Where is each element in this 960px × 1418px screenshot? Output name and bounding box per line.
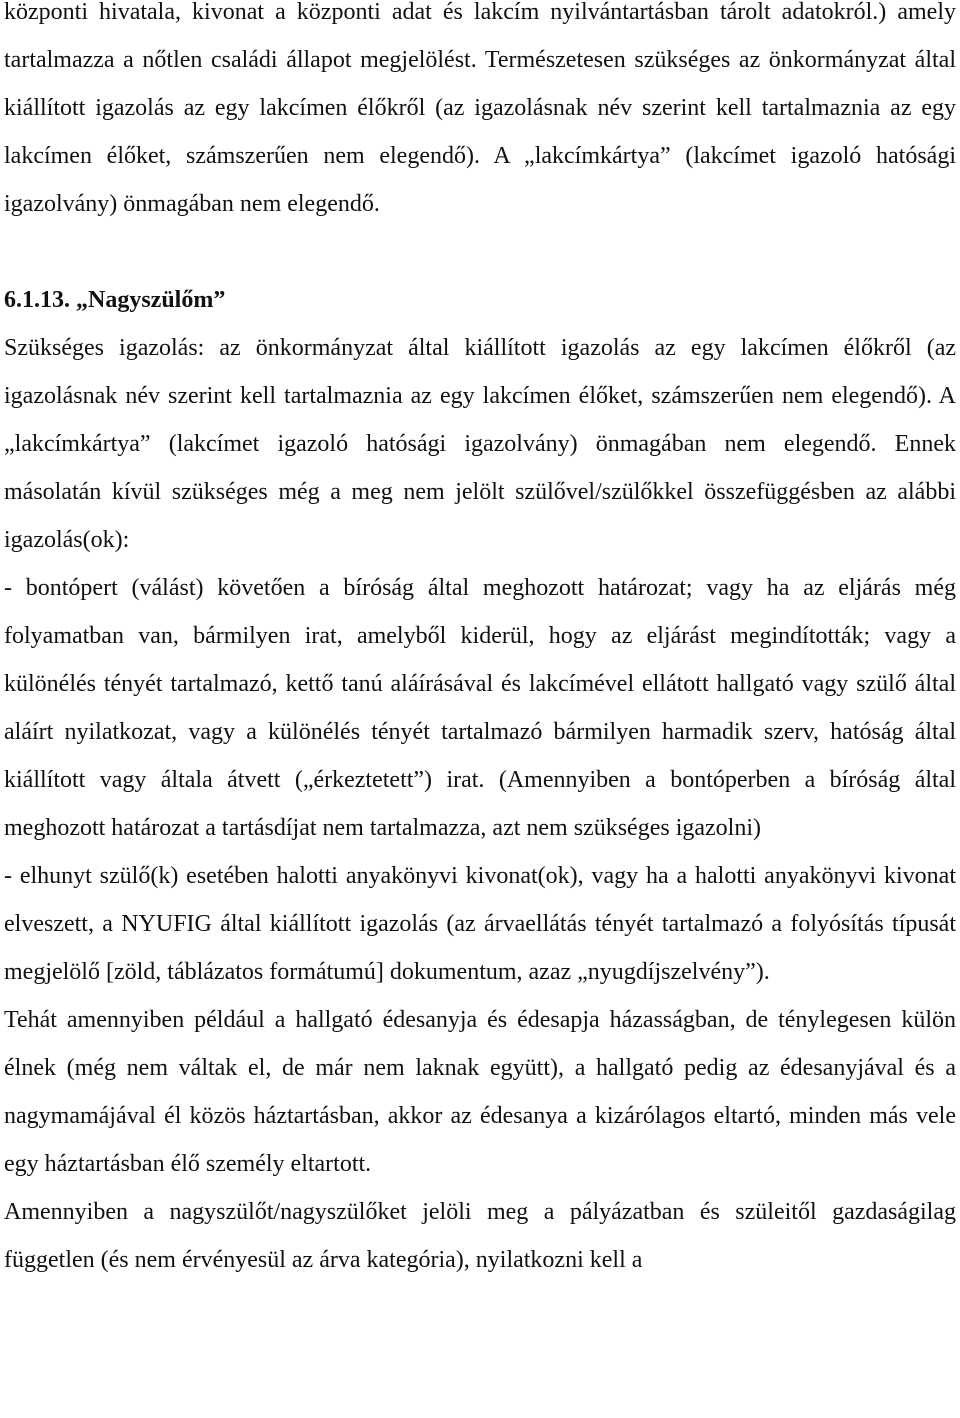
paragraph-grandparent-declaration: Amennyiben a nagyszülőt/nagyszülőket jelöli meg a pályázatban és szüleitől gazdaságilag független (és nem érvényesül az árva kategória), nyilatkozni kell a xyxy=(4,1199,956,1273)
intro-paragraph: központi hivatala, kivonat a központi adat és lakcím nyilvántartásban tárolt adatokról.) amely tartalmazza a nőtlen családi állapot megjelölést. Természetesen szükséges az önkormányzat által kiállított igazolás az egy lakcímen élőkről (az igazolásnak név szerint kell tartalmaznia az egy lakcímen élőket, számszerűen nem elegendő). A „lakcímkártya” (lakcímet igazoló hatósági igazolvány) önmagában nem elegendő. xyxy=(4,0,956,217)
document-page xyxy=(4,0,956,1284)
paragraph-divorce-documents: - bontópert (válást) követően a bíróság által meghozott határozat; vagy ha az eljárás még folyamatban van, bármilyen irat, amelyből kiderül, hogy az eljárást megindították; vagy a különélés tényét tartalmazó, kettő tanú aláírásával és lakcímével ellátott hallgató vagy szülő által aláírt nyilatkozat, vagy a különélés tényét tartalmazó bármilyen harmadik szerv, hatóság által kiállított vagy általa átvett („érkeztetett”) irat. (Amennyiben a bontóperben a bíróság által meghozott határozat a tartásdíjat nem tartalmazza, azt nem szükséges igazolni) xyxy=(4,575,956,841)
paragraph-example: Tehát amennyiben például a hallgató édesanyja és édesapja házasságban, de ténylegesen külön élnek (még nem váltak el, de már nem laknak együtt), a hallgató pedig az édesanyjával és a nagymamájával él közös háztartásban, akkor az édesanya a kizárólagos eltartó, minden más vele egy háztartásban élő személy eltartott. xyxy=(4,1007,956,1177)
section-heading: 6.1.13. „Nagyszülőm” xyxy=(4,287,226,313)
paragraph-deceased-parent-documents: - elhunyt szülő(k) esetében halotti anyakönyvi kivonat(ok), vagy ha a halotti anyakönyvi kivonat elveszett, a NYUFIG által kiállított igazolás (az árvaellátás tényét tartalmazó a folyósítás típusát megjelölő [zöld, táblázatos formátumú] dokumentum, azaz „nyugdíjszelvény”). xyxy=(4,863,956,985)
paragraph-required-certificate: Szükséges igazolás: az önkormányzat által kiállított igazolás az egy lakcímen élőkről (az igazolásnak név szerint kell tartalmaznia az egy lakcímen élőket, számszerűen nem elegendő). A „lakcímkártya” (lakcímet igazoló hatósági igazolvány) önmagában nem elegendő. Ennek másolatán kívül szükséges még a meg nem jelölt szülővel/szülőkkel összefüggésben az alábbi igazolás(ok): xyxy=(4,335,956,553)
